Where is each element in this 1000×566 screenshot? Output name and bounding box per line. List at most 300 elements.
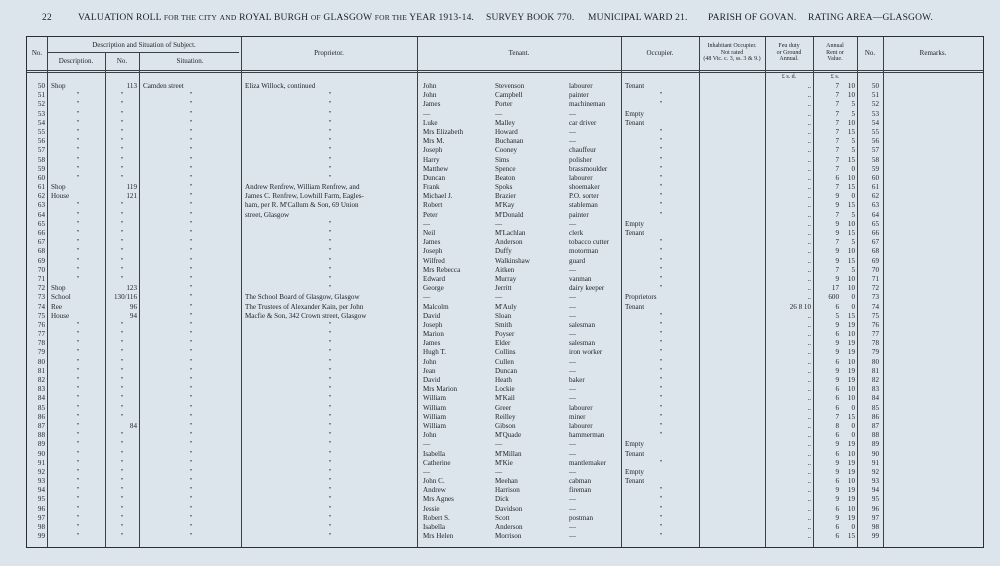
table-row — [27, 339, 985, 348]
cell-no: 82 — [37, 376, 45, 384]
cell-rent-pounds: 7 — [835, 210, 839, 219]
cell-tenant-surname: M'Donald — [495, 210, 524, 219]
cell-no-right: 92 — [871, 467, 879, 476]
cell-no-right: 61 — [871, 183, 879, 192]
cell-occupier: " — [659, 412, 663, 421]
cell-feu: .. — [807, 284, 811, 293]
cell-occupier: " — [659, 431, 663, 440]
cell-feu: .. — [807, 421, 811, 430]
cell-no-right: 71 — [871, 274, 879, 283]
cell-no-right: 59 — [871, 164, 879, 173]
cell-number: " — [120, 348, 124, 357]
cell-occupier: " — [659, 348, 663, 357]
cell-rent-shillings: 10 — [847, 82, 855, 90]
cell-feu: .. — [807, 504, 811, 513]
cell-rent-shillings: 5 — [851, 265, 855, 274]
cell-occupier: Tenant — [625, 302, 645, 311]
cell-situation: " — [189, 330, 193, 339]
cell-rent-pounds: 9 — [835, 513, 839, 522]
cell-rent-shillings: 0 — [851, 293, 855, 302]
cell-tenant-occupation: — — [569, 219, 577, 228]
cell-rent-shillings: 19 — [847, 348, 855, 357]
cell-no: 84 — [37, 394, 45, 403]
cell-number: " — [120, 477, 124, 486]
cell-tenant-occupation: cabman — [569, 477, 592, 486]
cell-tenant-first: John — [423, 91, 437, 100]
cell-occupier: " — [659, 458, 663, 467]
cell-situation: " — [189, 265, 193, 274]
cell-tenant-surname: — — [495, 293, 503, 302]
cell-number: " — [120, 100, 124, 109]
cell-no: 66 — [37, 229, 45, 237]
cell-rent-shillings: 0 — [851, 192, 855, 201]
cell-no: 64 — [37, 210, 45, 219]
col-header-feu: Feu duty or Ground Annual. — [776, 43, 802, 62]
cell-tenant-occupation: — — [569, 109, 577, 118]
cell-tenant-first: David — [423, 376, 441, 384]
cell-tenant-surname: Davidson — [495, 504, 523, 513]
cell-rent-pounds: 9 — [835, 376, 839, 384]
cell-tenant-first: Neil — [423, 229, 436, 237]
cell-description: " — [76, 274, 80, 283]
cell-number: " — [120, 173, 124, 182]
cell-occupier: Tenant — [625, 82, 645, 90]
cell-no: 71 — [37, 274, 45, 283]
cell-no-right: 86 — [871, 412, 879, 421]
cell-no-right: 76 — [871, 320, 879, 329]
cell-tenant-occupation: — — [569, 127, 577, 136]
cell-no: 89 — [37, 440, 45, 449]
cell-tenant-occupation: shoemaker — [569, 183, 600, 192]
cell-tenant-first: Catherine — [423, 458, 451, 467]
cell-number: " — [120, 256, 124, 265]
cell-tenant-first: Michael J. — [423, 192, 453, 201]
cell-rent-pounds: 9 — [835, 247, 839, 256]
cell-situation: " — [189, 467, 193, 476]
table-row — [27, 486, 985, 495]
table-row — [27, 266, 985, 275]
cell-no-right: 75 — [871, 311, 879, 320]
cell-tenant-surname: Elder — [495, 339, 511, 348]
cell-rent-shillings: 19 — [847, 513, 855, 522]
cell-tenant-first: James — [423, 238, 441, 247]
table-row — [27, 156, 985, 165]
cell-no: 65 — [37, 219, 45, 228]
cell-rent-pounds: 5 — [835, 311, 839, 320]
cell-rent-shillings: 10 — [847, 247, 855, 256]
cell-situation: " — [189, 302, 193, 311]
cell-rent-pounds: 6 — [835, 532, 839, 541]
cell-no: 92 — [37, 467, 45, 476]
cell-tenant-first: — — [423, 467, 431, 476]
cell-tenant-occupation: stableman — [569, 201, 598, 210]
cell-number: " — [120, 523, 124, 531]
cell-no-right: 94 — [871, 486, 879, 495]
table-row — [27, 532, 985, 541]
cell-rent-shillings: 0 — [851, 431, 855, 440]
cell-no: 67 — [37, 238, 45, 247]
cell-situation: " — [189, 394, 193, 403]
cell-tenant-occupation: machineman — [569, 100, 606, 109]
cell-description: " — [76, 127, 80, 136]
cell-description: " — [76, 495, 80, 504]
cell-occupier: " — [659, 330, 663, 339]
cell-situation: " — [189, 127, 193, 136]
cell-proprietor: " — [328, 523, 332, 531]
cell-situation: " — [189, 137, 193, 146]
cell-number: " — [120, 330, 124, 339]
header-rule-double — [27, 72, 983, 73]
cell-number: 84 — [129, 421, 137, 430]
cell-tenant-first: Mrs Helen — [423, 532, 454, 541]
cell-feu: .. — [807, 274, 811, 283]
col-header-rent: Annual Rent or Value. — [826, 43, 844, 62]
cell-proprietor: The School Board of Glasgow, Glasgow — [245, 293, 360, 302]
cell-description: " — [76, 458, 80, 467]
cell-tenant-first: Jean — [423, 366, 436, 375]
cell-number: " — [120, 449, 124, 458]
cell-tenant-first: John — [423, 357, 437, 366]
cell-tenant-surname: Smith — [495, 320, 512, 329]
cell-tenant-first: Joseph — [423, 146, 443, 155]
cell-feu: .. — [807, 219, 811, 228]
cell-number: " — [120, 146, 124, 155]
cell-tenant-surname: Murray — [495, 274, 517, 283]
cell-occupier: Proprietors — [625, 293, 657, 302]
cell-feu: .. — [807, 339, 811, 348]
table-row — [27, 238, 985, 247]
cell-proprietor: " — [328, 513, 332, 522]
cell-rent-shillings: 15 — [847, 155, 855, 164]
cell-tenant-occupation: — — [569, 532, 577, 541]
cell-tenant-first: Mrs M. — [423, 137, 445, 146]
cell-number: 94 — [129, 311, 137, 320]
cell-rent-shillings: 19 — [847, 440, 855, 449]
cell-feu: .. — [807, 192, 811, 201]
cell-rent-shillings: 10 — [847, 504, 855, 513]
cell-no-right: 97 — [871, 513, 879, 522]
cell-no-right: 72 — [871, 284, 879, 293]
header-subrule — [47, 52, 239, 53]
cell-proprietor: " — [328, 403, 332, 412]
cell-rent-pounds: 7 — [835, 100, 839, 109]
cell-no: 80 — [37, 357, 45, 366]
cell-proprietor: " — [328, 265, 332, 274]
cell-proprietor: " — [328, 91, 332, 100]
cell-tenant-occupation: labourer — [569, 173, 593, 182]
cell-description: " — [76, 385, 80, 394]
cell-rent-shillings: 19 — [847, 486, 855, 495]
cell-tenant-surname: M'Millan — [495, 449, 522, 458]
table-row — [27, 358, 985, 367]
cell-rent-shillings: 10 — [847, 330, 855, 339]
table-row — [27, 431, 985, 440]
cell-no-right: 58 — [871, 155, 879, 164]
cell-situation: " — [189, 219, 193, 228]
cell-feu: .. — [807, 357, 811, 366]
cell-rent-pounds: 9 — [835, 486, 839, 495]
cell-rent-pounds: 6 — [835, 173, 839, 182]
cell-tenant-occupation: motorman — [569, 247, 599, 256]
cell-number: 121 — [126, 192, 137, 201]
cell-situation: " — [189, 513, 193, 522]
cell-proprietor: " — [328, 431, 332, 440]
cell-rent-pounds: 17 — [831, 284, 839, 293]
cell-description: Shop — [51, 183, 66, 192]
cell-feu: .. — [807, 91, 811, 100]
cell-no-right: 62 — [871, 192, 879, 201]
cell-tenant-surname: — — [495, 109, 503, 118]
cell-no: 74 — [37, 302, 45, 311]
table-row — [27, 146, 985, 155]
parish: PARISH OF GOVAN. — [708, 13, 797, 23]
cell-situation: " — [189, 183, 193, 192]
cell-no-right: 52 — [871, 100, 879, 109]
cell-feu: .. — [807, 458, 811, 467]
cell-description: " — [76, 394, 80, 403]
cell-situation: " — [189, 146, 193, 155]
cell-tenant-first: — — [423, 219, 431, 228]
cell-tenant-first: George — [423, 284, 444, 293]
cell-feu: .. — [807, 366, 811, 375]
cell-tenant-occupation: painter — [569, 210, 589, 219]
cell-no-right: 51 — [871, 91, 879, 100]
cell-rent-pounds: 6 — [835, 385, 839, 394]
cell-number: " — [120, 357, 124, 366]
table-row — [27, 275, 985, 284]
cell-feu: .. — [807, 440, 811, 449]
cell-tenant-first: Joseph — [423, 247, 443, 256]
cell-tenant-first: James — [423, 339, 441, 348]
table-row — [27, 247, 985, 256]
cell-proprietor: " — [328, 458, 332, 467]
cell-tenant-occupation: — — [569, 449, 577, 458]
cell-no: 87 — [37, 421, 45, 430]
cell-description: " — [76, 357, 80, 366]
cell-situation: " — [189, 173, 193, 182]
cell-tenant-surname: Reilley — [495, 412, 516, 421]
cell-tenant-occupation: dairy keeper — [569, 284, 605, 293]
cell-number: " — [120, 467, 124, 476]
cell-description: Shop — [51, 284, 66, 293]
cell-occupier: " — [659, 504, 663, 513]
cell-no-right: 56 — [871, 137, 879, 146]
cell-no: 81 — [37, 366, 45, 375]
table-row — [27, 137, 985, 146]
cell-tenant-surname: Morrison — [495, 532, 522, 541]
cell-number: " — [120, 219, 124, 228]
cell-tenant-occupation: guard — [569, 256, 586, 265]
cell-number: " — [120, 274, 124, 283]
cell-no-right: 84 — [871, 394, 879, 403]
cell-rent-pounds: 9 — [835, 192, 839, 201]
cell-tenant-first: Jessie — [423, 504, 440, 513]
table-row — [27, 514, 985, 523]
cell-tenant-surname: — — [495, 467, 503, 476]
cell-feu: .. — [807, 183, 811, 192]
cell-rent-pounds: 6 — [835, 431, 839, 440]
cell-no: 95 — [37, 495, 45, 504]
cell-situation: " — [189, 376, 193, 384]
cell-rent-pounds: 6 — [835, 477, 839, 486]
cell-rent-shillings: 0 — [851, 421, 855, 430]
cell-proprietor: " — [328, 339, 332, 348]
cell-feu: .. — [807, 412, 811, 421]
cell-no: 55 — [37, 127, 45, 136]
table-row — [27, 367, 985, 376]
cell-no: 70 — [37, 265, 45, 274]
cell-feu: .. — [807, 100, 811, 109]
cell-situation: " — [189, 449, 193, 458]
cell-tenant-first: Frank — [423, 183, 440, 192]
cell-rent-pounds: 9 — [835, 467, 839, 476]
cell-tenant-surname: Aitken — [495, 265, 515, 274]
cell-occupier: Empty — [625, 109, 644, 118]
cell-proprietor: " — [328, 109, 332, 118]
cell-tenant-surname: Walkinshaw — [495, 256, 530, 265]
cell-feu: .. — [807, 385, 811, 394]
cell-rent-pounds: 9 — [835, 339, 839, 348]
cell-number: " — [120, 229, 124, 237]
col-header-occupier: Occupier. — [646, 49, 674, 57]
cell-description: " — [76, 477, 80, 486]
cell-tenant-first: — — [423, 293, 431, 302]
table-body — [27, 82, 985, 541]
cell-tenant-first: Luke — [423, 118, 438, 127]
cell-situation: " — [189, 229, 193, 237]
cell-tenant-first: Malcolm — [423, 302, 449, 311]
cell-occupier: " — [659, 146, 663, 155]
cell-rent-pounds: 7 — [835, 118, 839, 127]
cell-tenant-surname: Sloan — [495, 311, 512, 320]
table-row — [27, 440, 985, 449]
cell-no: 61 — [37, 183, 45, 192]
page-header — [0, 13, 1000, 27]
cell-rent-pounds: 7 — [835, 109, 839, 118]
municipal-ward: MUNICIPAL WARD 21. — [588, 13, 688, 23]
cell-number: " — [120, 247, 124, 256]
cell-tenant-occupation: tobacco cutter — [569, 238, 609, 247]
cell-no: 98 — [37, 523, 45, 531]
col-header-inhabitant: Inhabitant Occupier. Not rated (48 Vic. c. 3, ss. 3 & 9.) — [703, 43, 761, 62]
cell-occupier: " — [659, 274, 663, 283]
cell-proprietor: " — [328, 229, 332, 237]
cell-tenant-surname: Sims — [495, 155, 510, 164]
cell-proprietor: " — [328, 173, 332, 182]
cell-occupier: Tenant — [625, 477, 645, 486]
cell-tenant-first: Edward — [423, 274, 446, 283]
cell-rent-pounds: 6 — [835, 357, 839, 366]
cell-no: 50 — [37, 82, 45, 90]
cell-proprietor: " — [328, 477, 332, 486]
cell-tenant-surname: Malley — [495, 118, 516, 127]
cell-tenant-first: Joseph — [423, 320, 443, 329]
cell-rent-shillings: 10 — [847, 449, 855, 458]
cell-tenant-surname: Lockie — [495, 385, 515, 394]
cell-situation: " — [189, 164, 193, 173]
cell-rent-shillings: 10 — [847, 385, 855, 394]
cell-situation: " — [189, 238, 193, 247]
cell-feu: .. — [807, 201, 811, 210]
cell-occupier: " — [659, 137, 663, 146]
cell-occupier: " — [659, 311, 663, 320]
cell-situation: " — [189, 477, 193, 486]
cell-tenant-first: — — [423, 109, 431, 118]
cell-occupier: " — [659, 523, 663, 531]
cell-feu: .. — [807, 348, 811, 357]
cell-rent-pounds: 9 — [835, 458, 839, 467]
cell-description: " — [76, 504, 80, 513]
cell-rent-pounds: 6 — [835, 504, 839, 513]
cell-rent-pounds: 7 — [835, 265, 839, 274]
cell-tenant-first: Mrs Rebecca — [423, 265, 461, 274]
cell-proprietor: " — [328, 394, 332, 403]
cell-feu: .. — [807, 82, 811, 90]
cell-rent-shillings: 19 — [847, 376, 855, 384]
cell-proprietor: " — [328, 284, 332, 293]
cell-tenant-first: Robert S. — [423, 513, 450, 522]
cell-occupier: " — [659, 357, 663, 366]
col-header-proprietor: Proprietor. — [314, 49, 344, 57]
cell-proprietor: Macfie & Son, 342 Crown street, Glasgow — [245, 311, 367, 320]
table-row — [27, 413, 985, 422]
cell-tenant-surname: M'Kay — [495, 201, 515, 210]
cell-occupier: " — [659, 265, 663, 274]
cell-rent-shillings: 19 — [847, 458, 855, 467]
cell-tenant-occupation: brassmoulder — [569, 164, 608, 173]
cell-description: " — [76, 109, 80, 118]
cell-description: " — [76, 210, 80, 219]
cell-no-right: 85 — [871, 403, 879, 412]
cell-tenant-occupation: — — [569, 137, 577, 146]
cell-proprietor: " — [328, 164, 332, 173]
cell-rent-shillings: 10 — [847, 274, 855, 283]
cell-no: 58 — [37, 155, 45, 164]
cell-tenant-occupation: iron worker — [569, 348, 603, 357]
table-row — [27, 321, 985, 330]
cell-description: " — [76, 91, 80, 100]
cell-situation: " — [189, 357, 193, 366]
cell-number: " — [120, 532, 124, 541]
cell-number: " — [120, 495, 124, 504]
cell-tenant-occupation: fireman — [569, 486, 592, 495]
cell-number: " — [120, 376, 124, 384]
cell-no: 59 — [37, 164, 45, 173]
cell-tenant-surname: Stevenson — [495, 82, 525, 90]
cell-tenant-surname: Beaton — [495, 173, 516, 182]
cell-proprietor: " — [328, 486, 332, 495]
cell-number: " — [120, 109, 124, 118]
cell-tenant-first: John C. — [423, 477, 445, 486]
cell-rent-shillings: 15 — [847, 127, 855, 136]
cell-feu: .. — [807, 265, 811, 274]
roll-title: VALUATION ROLL FOR THE CITY AND ROYAL BURGH OF GLASGOW FOR THE YEAR 1913-14. — [78, 13, 475, 23]
cell-occupier: " — [659, 201, 663, 210]
cell-number: " — [120, 238, 124, 247]
cell-rent-pounds: 9 — [835, 229, 839, 237]
cell-occupier: Empty — [625, 467, 644, 476]
cell-feu: .. — [807, 431, 811, 440]
valuation-table — [26, 36, 984, 548]
cell-occupier: Empty — [625, 219, 644, 228]
cell-proprietor: " — [328, 495, 332, 504]
cell-tenant-occupation: — — [569, 302, 577, 311]
cell-no: 83 — [37, 385, 45, 394]
cell-no: 76 — [37, 320, 45, 329]
cell-tenant-occupation: — — [569, 467, 577, 476]
cell-tenant-first: James — [423, 100, 441, 109]
cell-rent-shillings: 15 — [847, 229, 855, 237]
